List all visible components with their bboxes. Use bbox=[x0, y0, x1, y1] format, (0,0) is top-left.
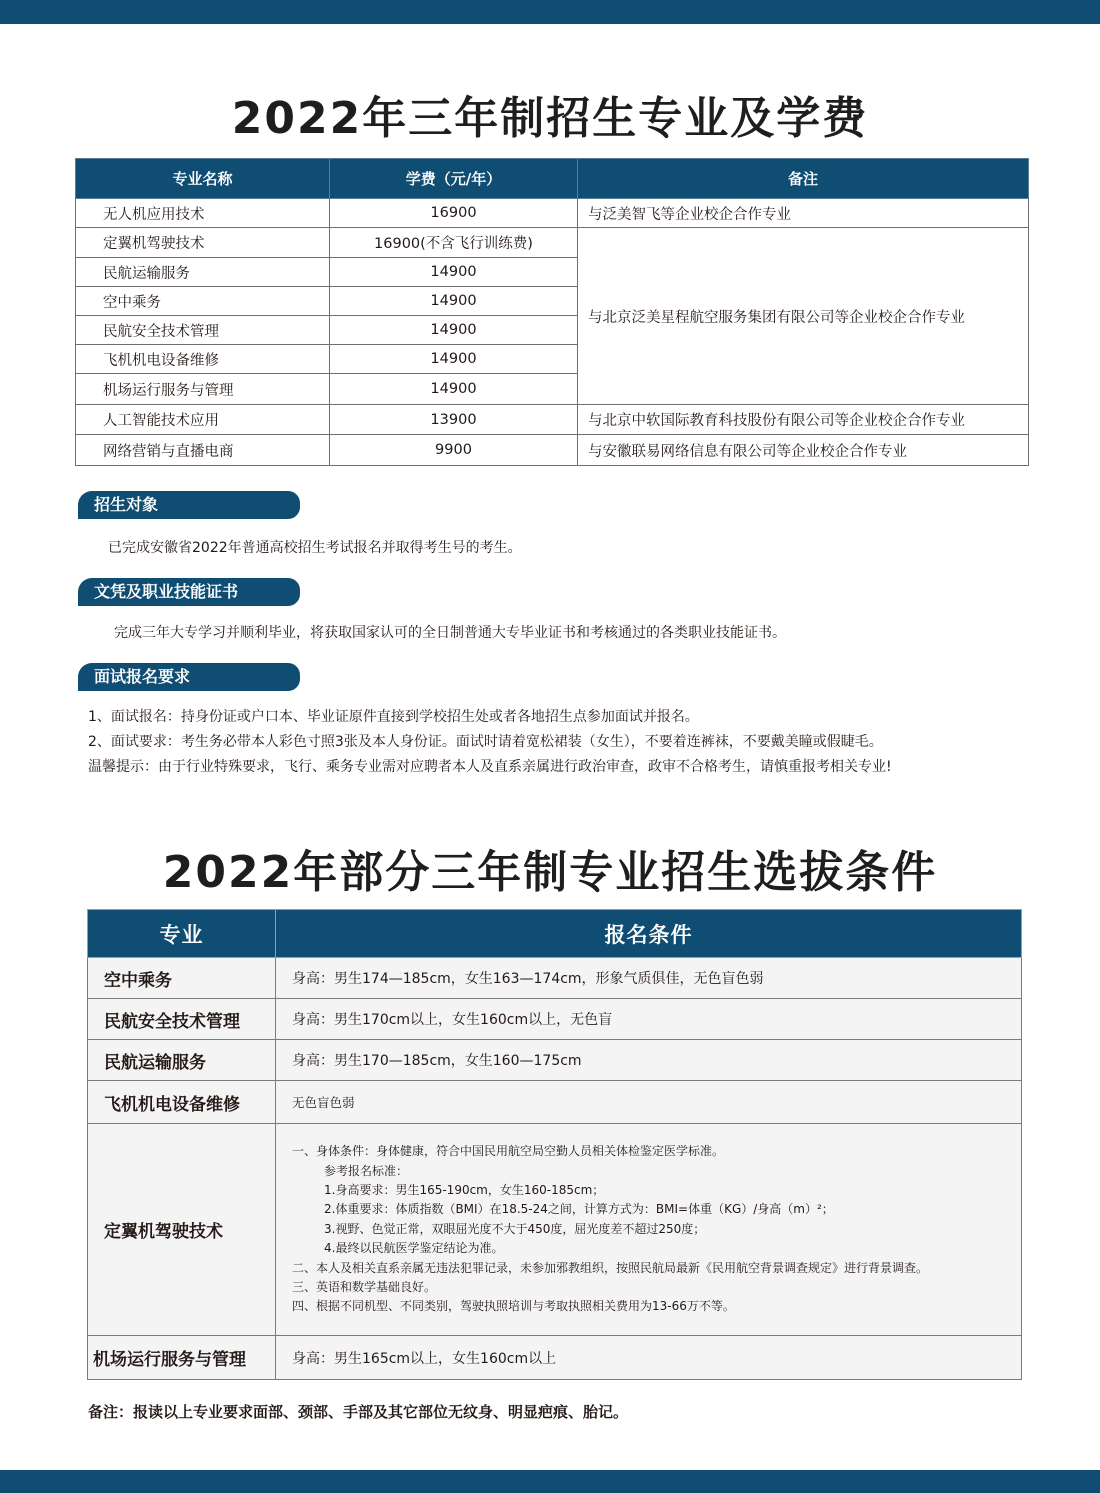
pilot-condition-line: 1.身高要求：男生165-190cm，女生160-185cm； bbox=[324, 1182, 605, 1197]
major-name: 民航安全技术管理 bbox=[76, 316, 330, 345]
major-name: 飞机机电设备维修 bbox=[88, 1081, 276, 1124]
header-condition: 报名条件 bbox=[276, 910, 1022, 958]
header-remarks: 备注 bbox=[578, 159, 1029, 199]
table-row bbox=[88, 958, 1022, 999]
tuition-value: 16900 bbox=[330, 199, 578, 228]
remark-text: 与北京泛美星程航空服务集团有限公司等企业校企合作专业 bbox=[578, 228, 1029, 405]
section-label-interview: 面试报名要求 bbox=[78, 663, 300, 691]
table-row bbox=[76, 228, 1029, 258]
tuition-value: 14900 bbox=[330, 316, 578, 345]
major-name: 机场运行服务与管理 bbox=[88, 1336, 276, 1380]
table-row bbox=[76, 199, 1029, 228]
table-row bbox=[88, 999, 1022, 1040]
condition-text: 身高：男生165cm以上，女生160cm以上 bbox=[276, 1336, 1022, 1380]
pilot-condition-line: 参考报名标准： bbox=[324, 1163, 409, 1178]
major-name: 民航运输服务 bbox=[88, 1040, 276, 1081]
major-name: 民航安全技术管理 bbox=[88, 999, 276, 1040]
pilot-condition-line: 三、英语和数学基础良好。 bbox=[292, 1280, 437, 1295]
condition-text: 身高：男生170cm以上，女生160cm以上，无色盲 bbox=[276, 999, 1022, 1040]
major-name: 飞机机电设备维修 bbox=[76, 345, 330, 374]
major-name: 定翼机驾驶技术 bbox=[76, 228, 330, 258]
header-tuition: 学费（元/年） bbox=[330, 159, 578, 199]
page-title-fees: 2022年三年制招生专业及学费 bbox=[231, 93, 869, 144]
remark-text: 与泛美智飞等企业校企合作专业 bbox=[578, 199, 1029, 228]
table-row bbox=[88, 1040, 1022, 1081]
bottom-color-bar bbox=[0, 1470, 1100, 1493]
major-name: 机场运行服务与管理 bbox=[76, 374, 330, 405]
fee-table bbox=[75, 158, 1029, 466]
section-label-certificate: 文凭及职业技能证书 bbox=[78, 578, 300, 606]
major-name: 空中乘务 bbox=[88, 958, 276, 999]
target-text: 已完成安徽省2022年普通高校招生考试报名并取得考生号的考生。 bbox=[108, 540, 522, 556]
major-name: 无人机应用技术 bbox=[76, 199, 330, 228]
pilot-condition-line: 2.体重要求：体质指数（BMI）在18.5-24之间，计算方式为：BMI=体重（KG）/身高（m）²； bbox=[324, 1202, 834, 1217]
pilot-condition-line: 4.最终以民航医学鉴定结论为准。 bbox=[324, 1241, 504, 1256]
condition-text: 身高：男生170—185cm，女生160—175cm bbox=[276, 1040, 1022, 1081]
header-major-name: 专业名称 bbox=[76, 159, 330, 199]
interview-line-2: 2、面试要求：考生务必带本人彩色寸照3张及本人身份证。面试时请着宽松裙装（女生），不要着连裤袜，不要戴美瞳或假睫毛。 bbox=[88, 734, 883, 750]
table-row bbox=[88, 1081, 1022, 1124]
section-label-target: 招生对象 bbox=[78, 491, 300, 519]
tuition-value: 14900 bbox=[330, 345, 578, 374]
table-row bbox=[76, 435, 1029, 466]
condition-table-header bbox=[88, 910, 1022, 958]
table-row bbox=[88, 1124, 1022, 1336]
header-major: 专业 bbox=[88, 910, 276, 958]
pilot-condition-line: 二、本人及相关直系亲属无违法犯罪记录，未参加邪教组织，按照民航局最新《民用航空背景调查规定》进行背景调查。 bbox=[292, 1260, 929, 1275]
major-name: 网络营销与直播电商 bbox=[76, 435, 330, 466]
table-row bbox=[88, 1336, 1022, 1380]
pilot-condition-line: 3.视野、色觉正常，双眼屈光度不大于450度，屈光度差不超过250度； bbox=[324, 1221, 706, 1236]
tuition-value: 14900 bbox=[330, 287, 578, 316]
top-color-bar bbox=[0, 0, 1100, 24]
remark-text: 与北京中软国际教育科技股份有限公司等企业校企合作专业 bbox=[578, 405, 1029, 435]
major-name: 人工智能技术应用 bbox=[76, 405, 330, 435]
remark-text: 与安徽联易网络信息有限公司等企业校企合作专业 bbox=[578, 435, 1029, 466]
tuition-value: 14900 bbox=[330, 258, 578, 287]
tuition-value: 9900 bbox=[330, 435, 578, 466]
tuition-value: 13900 bbox=[330, 405, 578, 435]
interview-line-1: 1、面试报名：持身份证或户口本、毕业证原件直接到学校招生处或者各地招生点参加面试并报名。 bbox=[88, 709, 699, 725]
condition-table bbox=[87, 909, 1022, 1380]
table-row bbox=[76, 405, 1029, 435]
pilot-conditions bbox=[276, 1124, 1022, 1336]
condition-text: 无色盲色弱 bbox=[276, 1081, 1022, 1124]
condition-text: 身高：男生174—185cm，女生163—174cm，形象气质俱佳，无色盲色弱 bbox=[276, 958, 1022, 999]
tuition-value: 14900 bbox=[330, 374, 578, 405]
major-name: 空中乘务 bbox=[76, 287, 330, 316]
pilot-condition-line: 一、身体条件：身体健康，符合中国民用航空局空勤人员相关体检鉴定医学标准。 bbox=[292, 1144, 725, 1159]
pilot-condition-line: 四、根据不同机型、不同类别，驾驶执照培训与考取执照相关费用为13-66万不等。 bbox=[292, 1299, 735, 1314]
footnote: 备注：报读以上专业要求面部、颈部、手部及其它部位无纹身、明显疤痕、胎记。 bbox=[88, 1403, 629, 1421]
page-title-conditions: 2022年部分三年制专业招生选拔条件 bbox=[162, 847, 938, 898]
certificate-text: 完成三年大专学习并顺利毕业，将获取国家认可的全日制普通大专毕业证书和考核通过的各类职业技能证书。 bbox=[114, 625, 786, 641]
tuition-value: 16900(不含飞行训练费) bbox=[330, 228, 578, 258]
major-name: 民航运输服务 bbox=[76, 258, 330, 287]
interview-tip: 温馨提示：由于行业特殊要求，飞行、乘务专业需对应聘者本人及直系亲属进行政治审查，政审不合格考生，请慎重报考相关专业! bbox=[88, 759, 892, 775]
major-name: 定翼机驾驶技术 bbox=[88, 1124, 276, 1336]
fee-table-header bbox=[76, 159, 1029, 199]
